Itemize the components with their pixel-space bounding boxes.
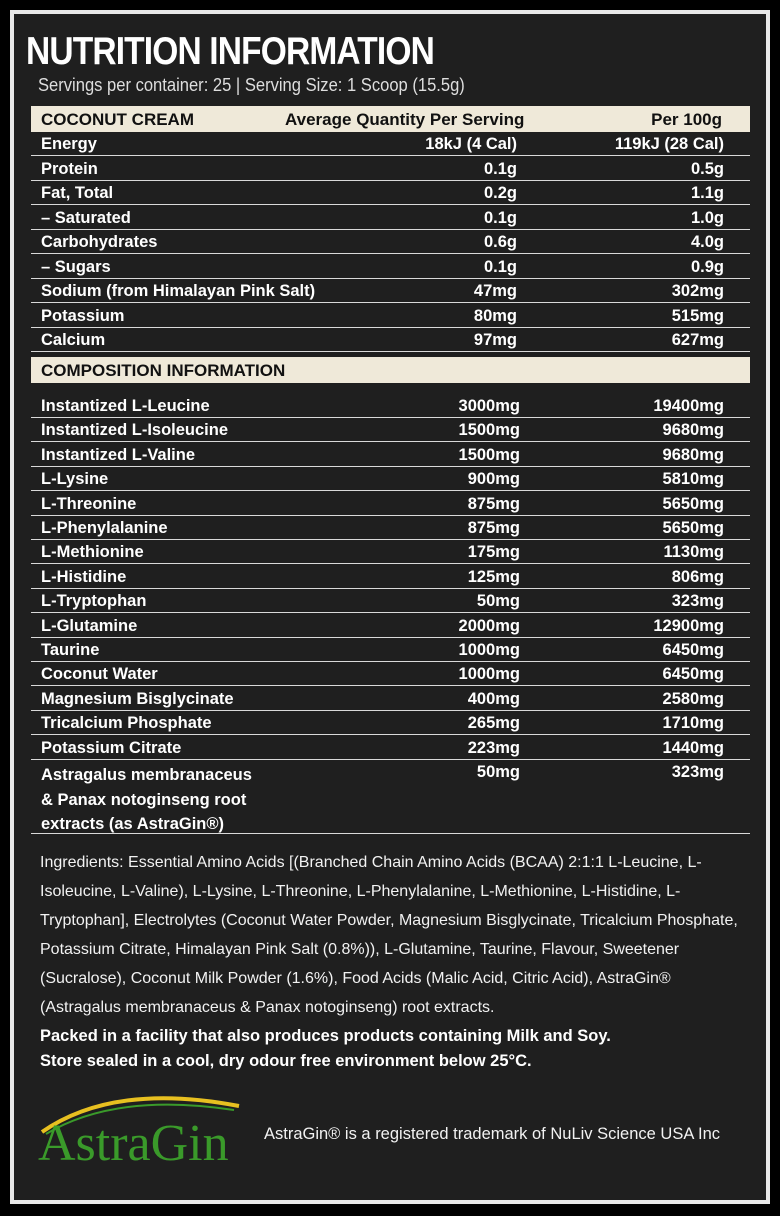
row-name: Potassium [41, 306, 125, 325]
row-serving-value: 875mg [467, 519, 520, 537]
row-per100g-value: 9680mg [662, 421, 724, 440]
table-row [31, 492, 750, 516]
row-serving-value: 3000mg [458, 397, 520, 415]
row-serving-value: 1500mg [458, 445, 520, 464]
table-row [31, 614, 750, 638]
ingredients-text: Ingredients: Essential Amino Acids [(Branched Chain Amino Acids (BCAA) 2:1:1 L-Leucine, L-Isoleucine, L-Valine), L-Lysine, L-Threonine, L-Phenylalanine, L-Methionine, L-Histidine, L-Tryptophan], Electrolytes (Coconut Water Powder, Magnesium Bisglycinate, Tricalcium Phosphate, Potassium Citrate, Himalayan Pink Salt (0.8%)), L-Glutamine, Taurine, Flavour, Sweetener (Sucralose), Coconut Milk Powder (1.6%), Food Acids (Malic Acid, Citric Acid), AstraGin® (Astragalus membranaceus & Panax notoginseng) root extracts. [40, 854, 738, 1016]
row-name: Instantized L-Valine [41, 445, 196, 464]
table-row [31, 255, 750, 279]
table-row [31, 565, 750, 589]
row-per100g-value: 1.1g [690, 184, 724, 202]
row-per100g-value: 9680mg [662, 445, 724, 464]
row-per100g-value: 806mg [671, 567, 724, 586]
table-row [31, 206, 750, 230]
row-name: L-Histidine [41, 567, 127, 586]
row-serving-value: 1500mg [458, 421, 520, 440]
table-row [31, 418, 750, 442]
row-per100g-value: 1710mg [662, 714, 724, 733]
row-name: Instantized L-Isoleucine [41, 421, 229, 440]
row-name: L-Tryptophan [41, 592, 147, 611]
page-title: NUTRITION INFORMATION [26, 30, 434, 73]
row-per100g-value: 5650mg [662, 494, 724, 513]
row-name: Astragalus membranaceus & Panax notoginseng root extracts (as AstraGin®) [41, 766, 252, 833]
row-name: Magnesium Bisglycinate [41, 689, 234, 708]
row-name: Energy [41, 135, 97, 153]
table-row [31, 132, 750, 156]
row-per100g-value: 6450mg [662, 665, 724, 684]
row-name: L-Phenylalanine [41, 519, 168, 537]
table-row [31, 279, 750, 303]
row-serving-value: 900mg [467, 470, 520, 489]
row-serving-value: 175mg [467, 543, 520, 562]
row-per100g-value: 2580mg [662, 689, 724, 708]
row-per100g-value: 515mg [671, 306, 724, 325]
row-per100g-value: 1130mg [663, 543, 724, 562]
row-serving-value: 400mg [467, 689, 520, 708]
row-per100g-value: 1440mg [662, 738, 724, 757]
row-serving-value: 223mg [467, 738, 520, 757]
nutrition-header [31, 106, 750, 132]
row-name: L-Methionine [41, 543, 144, 562]
row-serving-value: 265mg [467, 714, 520, 733]
row-name: Sodium (from Himalayan Pink Salt) [41, 282, 316, 300]
allergen-storage-warning [40, 1024, 750, 1074]
row-serving-value: 125mg [467, 567, 520, 586]
table-row [31, 467, 750, 491]
row-serving-value: 50mg [476, 763, 520, 781]
row-per100g-value: 19400mg [653, 397, 724, 415]
row-per100g-value: 5810mg [662, 470, 724, 489]
composition-title: COMPOSITION INFORMATION [41, 361, 286, 380]
row-per100g-value: 6450mg [662, 641, 724, 659]
row-serving-value: 18kJ (4 Cal) [425, 135, 517, 153]
row-name: Tricalcium Phosphate [41, 714, 212, 733]
row-name: Fat, Total [41, 184, 114, 202]
row-name: Instantized L-Leucine [41, 397, 210, 415]
table-row [31, 687, 750, 711]
row-name: – Saturated [41, 208, 131, 227]
row-serving-value: 50mg [476, 592, 520, 611]
trademark-notice: AstraGin® is a registered trademark of NuLiv Science USA Inc [264, 1125, 721, 1143]
row-name: Potassium Citrate [41, 738, 182, 757]
row-serving-value: 47mg [473, 282, 517, 300]
row-serving-value: 97mg [473, 331, 517, 349]
row-name: L-Glutamine [41, 616, 138, 635]
row-per100g-value: 5650mg [662, 519, 724, 537]
warning-line: Packed in a facility that also produces products containing Milk and Soy. [40, 1027, 611, 1045]
row-serving-value: 875mg [467, 494, 520, 513]
row-serving-value: 1000mg [458, 641, 520, 659]
table-row [31, 443, 750, 467]
row-name: Protein [41, 159, 98, 178]
row-serving-value: 1000mg [458, 665, 520, 684]
row-per100g-value: 1.0g [690, 208, 724, 227]
table-row [31, 181, 750, 205]
table-row [31, 394, 750, 418]
row-per100g-value: 323mg [671, 763, 724, 781]
per100g-label: Per 100g [651, 110, 722, 129]
astragin-logo-graphic [34, 1088, 254, 1168]
table-row [31, 230, 750, 254]
warning-line: Store sealed in a cool, dry odour free environment below 25°C. [40, 1052, 532, 1070]
row-name: – Sugars [41, 257, 111, 276]
row-per100g-value: 12900mg [653, 616, 724, 635]
table-row [31, 589, 750, 613]
row-name: Calcium [41, 331, 106, 349]
flavour-label: COCONUT CREAM [41, 110, 194, 129]
astragin-logo [34, 1088, 254, 1173]
row-serving-value: 0.1g [483, 257, 517, 276]
row-name: Coconut Water [41, 665, 158, 684]
table-row [31, 638, 750, 662]
row-serving-value: 0.1g [483, 208, 517, 227]
table-row [31, 304, 750, 328]
row-name: Carbohydrates [41, 233, 158, 251]
table-row [31, 540, 750, 564]
table-row [31, 157, 750, 181]
row-per100g-value: 0.9g [690, 257, 724, 276]
row-serving-value: 0.2g [483, 184, 517, 202]
row-per100g-value: 323mg [671, 592, 724, 611]
table-row [31, 662, 750, 686]
row-per100g-value: 627mg [671, 331, 724, 349]
row-per100g-value: 0.5g [690, 159, 724, 178]
row-serving-value: 0.1g [483, 159, 517, 178]
row-name: L-Lysine [41, 470, 109, 489]
row-serving-value: 0.6g [483, 233, 517, 251]
table-row [31, 736, 750, 760]
composition-header [31, 357, 750, 383]
table-row [31, 760, 750, 834]
table-row [31, 711, 750, 735]
row-per100g-value: 4.0g [690, 233, 724, 251]
serving-info: Servings per container: 25 | Serving Size: 1 Scoop (15.5g) [38, 75, 465, 95]
avg-quantity-label: Average Quantity Per Serving [285, 110, 525, 129]
row-per100g-value: 302mg [671, 282, 724, 300]
row-per100g-value: 119kJ (28 Cal) [614, 135, 724, 153]
row-name: Taurine [41, 641, 100, 659]
row-name: L-Threonine [41, 494, 137, 513]
row-serving-value: 80mg [473, 306, 517, 325]
logo-wordmark: AstraGin [38, 1115, 229, 1168]
row-serving-value: 2000mg [458, 616, 520, 635]
table-row [31, 516, 750, 540]
table-row [31, 328, 750, 352]
